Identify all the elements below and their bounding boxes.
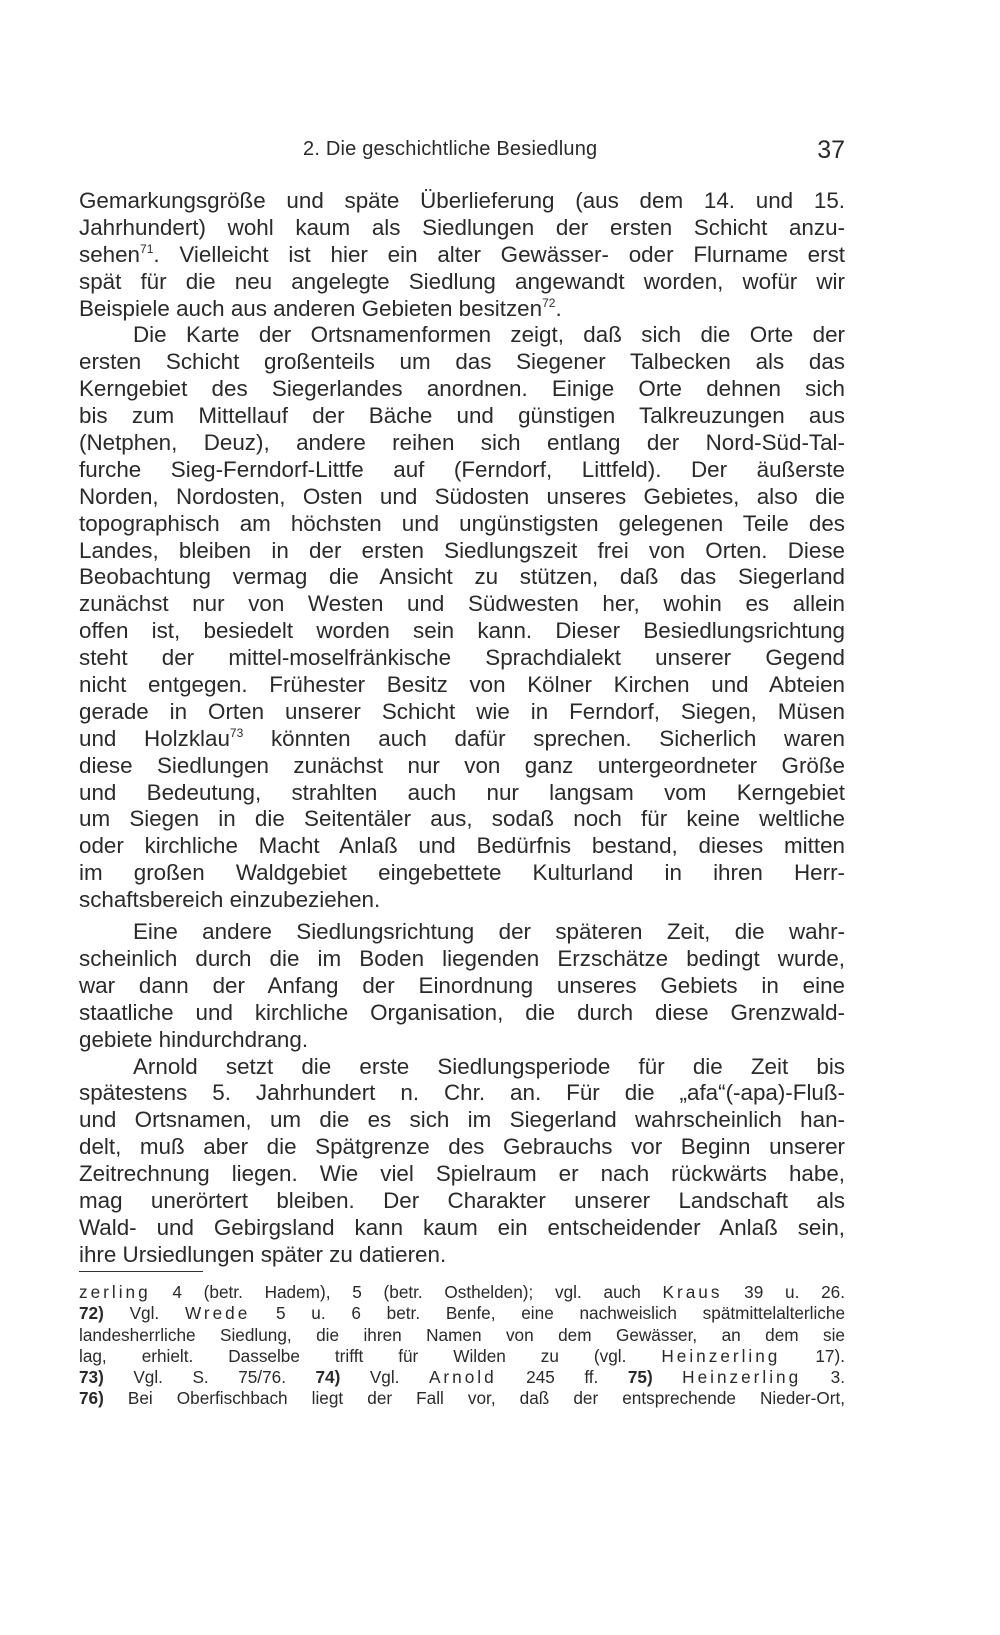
author-name: Heinzerling	[682, 1367, 802, 1388]
text-line: topographisch am höchsten und ungünstigsten gelegenen Teile des	[79, 510, 845, 536]
footnote-number: 74)	[315, 1367, 341, 1388]
text-segment: sehen	[79, 241, 141, 267]
text-line: diese Siedlungen zunächst nur von ganz untergeordneter Größe	[79, 752, 845, 778]
footnote-line: landesherrliche Siedlung, die ihren Namen von dem Gewässer, an dem sie	[79, 1324, 845, 1345]
footnote-number: 76)	[79, 1388, 104, 1409]
text-line: und Bedeutung, strahlten auch nur langsam vom Kerngebiet	[79, 779, 845, 805]
paragraph-start: Eine andere Siedlungsrichtung der späteren Zeit, die wahr-	[133, 919, 845, 945]
footnote-line	[79, 1303, 845, 1324]
text-line: delt, muß aber die Spätgrenze des Gebrauchs vor Beginn unserer	[79, 1134, 845, 1160]
text-segment: Vgl.	[103, 1303, 185, 1324]
author-name: zerling	[79, 1282, 151, 1302]
text-line: (Netphen, Deuz), andere reihen sich entlang der Nord-Süd-Tal-	[79, 430, 845, 456]
text-line: ersten Schicht großenteils um das Siegener Talbecken als das	[79, 349, 845, 375]
footnote-line	[79, 1282, 845, 1303]
text-line: bis zum Mittellauf der Bäche und günstigen Talkreuzungen aus	[79, 403, 845, 429]
text-line: spätestens 5. Jahrhundert n. Chr. an. Für die „afa“(-apa)-Fluß-	[79, 1080, 845, 1106]
text-line: offen ist, besiedelt worden sein kann. Dieser Besiedlungsrichtung	[79, 618, 845, 644]
running-head	[79, 132, 845, 162]
text-segment	[653, 1367, 683, 1387]
footnote-line	[79, 1367, 845, 1388]
text-line: staatliche und kirchliche Organisation, die durch diese Grenzwald-	[79, 999, 845, 1025]
text-segment: Bei Oberfischbach liegt der Fall vor, daß der entsprechende Nieder-Ort,	[103, 1388, 845, 1409]
author-name: Heinzerling	[661, 1345, 781, 1366]
text-line: ihre Ursiedlungen später zu datieren.	[79, 1241, 447, 1267]
text-line: steht der mittel-moselfränkische Sprachdialekt unserer Gegend	[79, 645, 845, 671]
text-segment: 5 u. 6 betr. Benfe, eine nachweislich spätmittelalterliche	[250, 1303, 845, 1324]
text-line: Kerngebiet des Siegerlandes anordnen. Einige Orte dehnen sich	[79, 376, 845, 402]
page-number: 37	[817, 136, 845, 164]
footnote-line	[79, 1388, 845, 1409]
text-segment: und Holzklau	[79, 725, 230, 751]
text-line: Wald- und Gebirgsland kann kaum ein entscheidender Anlaß sein,	[79, 1214, 845, 1240]
text-line	[79, 726, 845, 753]
author-name: Wrede	[184, 1303, 251, 1324]
text-line: schaftsbereich einzubeziehen.	[79, 887, 381, 913]
text-line: mag unerörtert bleiben. Der Charakter unserer Landschaft als	[79, 1187, 845, 1213]
text-line: Landes, bleiben in der ersten Siedlungszeit frei von Orten. Diese	[79, 537, 845, 563]
paragraph-start: Arnold setzt die erste Siedlungsperiode für die Zeit bis	[133, 1053, 845, 1079]
footnote-number: 72)	[79, 1303, 104, 1324]
author-name: Kraus	[662, 1282, 723, 1302]
footnote-rule	[79, 1271, 203, 1272]
text-segment: . Vielleicht ist hier ein alter Gewässer- oder Flurname erst	[153, 241, 845, 267]
text-line: Norden, Nordosten, Osten und Südosten unseres Gebietes, also die	[79, 483, 845, 509]
text-segment: Beispiele auch aus anderen Gebieten besitzen	[79, 295, 543, 321]
text-line: nicht entgegen. Frühester Besitz von Kölner Kirchen und Abteien	[79, 672, 845, 698]
footnote-marker-72: 72	[542, 295, 556, 310]
text-line: und Ortsnamen, um die es sich im Siegerland wahrscheinlich han-	[79, 1107, 845, 1133]
text-segment: lag, erhielt. Dasselbe trifft für Wilden zu (vgl.	[79, 1345, 662, 1366]
main-text	[79, 188, 845, 1269]
footnote-marker-71: 71	[140, 241, 154, 256]
text-line: Beobachtung vermag die Ansicht zu stützen, daß das Siegerland	[79, 564, 845, 590]
text-line: scheinlich durch die im Boden liegenden Erzschätze bedingt wurde,	[79, 945, 845, 971]
author-name: Arnold	[428, 1367, 497, 1388]
text-segment: 3.	[801, 1367, 845, 1388]
text-segment: Vgl. S. 75/76.	[103, 1367, 316, 1388]
text-line: oder kirchliche Macht Anlaß und Bedürfnis bestand, dieses mitten	[79, 833, 845, 859]
footnote-number: 75)	[627, 1367, 653, 1388]
text-line	[79, 296, 845, 323]
text-segment: 4 (betr. Hadem), 5 (betr. Osthelden); vgl. auch	[150, 1282, 663, 1302]
footnotes	[79, 1282, 845, 1410]
running-title: 2. Die geschichtliche Besiedlung	[303, 138, 598, 160]
text-segment: 39 u. 26.	[722, 1282, 846, 1302]
text-line: furche Sieg-Ferndorf-Littfe auf (Ferndorf, Littfeld). Der äußerste	[79, 456, 845, 482]
text-line: gebiete hindurchdrang.	[79, 1026, 309, 1052]
text-line: Jahrhundert) wohl kaum als Siedlungen der ersten Schicht anzu-	[79, 214, 845, 240]
text-line: Zeitrechnung liegen. Wie viel Spielraum er nach rückwärts habe,	[79, 1161, 845, 1187]
text-line: zunächst nur von Westen und Südwesten her, wohin es allein	[79, 591, 845, 617]
text-line: im großen Waldgebiet eingebettete Kulturland in ihren Herr-	[79, 860, 845, 886]
text-segment: 17).	[780, 1345, 845, 1366]
text-line: Gemarkungsgröße und späte Überlieferung (aus dem 14. und 15.	[79, 188, 845, 213]
footnote-line	[79, 1346, 845, 1367]
paragraph-start: Die Karte der Ortsnamenformen zeigt, daß sich die Orte der	[133, 322, 845, 348]
text-segment: .	[555, 295, 562, 321]
text-line: spät für die neu angelegte Siedlung angewandt worden, wofür wir	[79, 268, 845, 294]
text-segment: Vgl.	[340, 1367, 429, 1388]
text-segment: könnten auch dafür sprechen. Sicherlich waren	[243, 725, 845, 751]
text-line: um Siegen in die Seitentäler aus, sodaß noch für keine weltliche	[79, 806, 845, 832]
text-line: war dann der Anfang der Einordnung unseres Gebiets in eine	[79, 972, 845, 998]
text-line: gerade in Orten unserer Schicht wie in Ferndorf, Siegen, Müsen	[79, 698, 845, 724]
text-segment: 245 ff.	[496, 1367, 628, 1388]
text-line	[79, 242, 845, 269]
footnote-marker-73: 73	[229, 725, 244, 740]
footnote-number: 73)	[79, 1367, 104, 1388]
